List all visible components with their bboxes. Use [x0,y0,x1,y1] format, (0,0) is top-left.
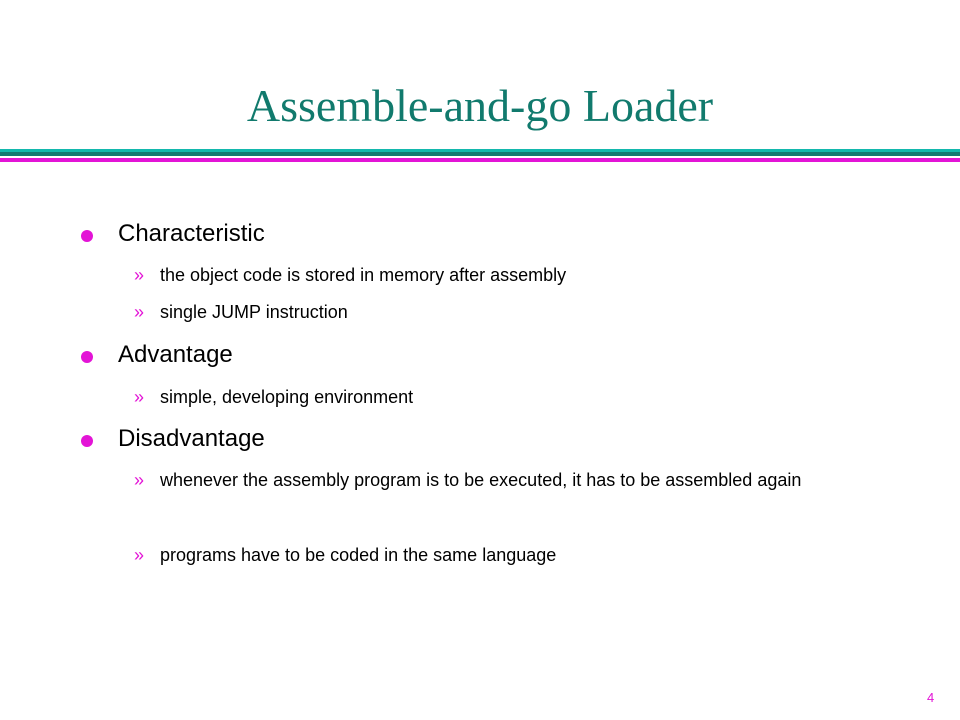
section-item: simple, developing environment [160,387,414,407]
section-item: whenever the assembly program is to be executed, it has to be assembled again [160,470,802,490]
sub-bullet-icon: » [134,470,145,490]
page-number: 4 [927,690,935,705]
sub-bullet-icon: » [134,265,145,285]
section-item: programs have to be coded in the same language [160,545,557,565]
bullet-icon [81,230,93,242]
section-item: single JUMP instruction [160,302,348,322]
bullet-icon [81,435,93,447]
sub-bullet-icon: » [134,302,145,322]
section-heading: Disadvantage [118,425,265,452]
slide-title: Assemble-and-go Loader [246,80,714,131]
bullet-icon [81,351,93,363]
sub-bullet-icon: » [134,545,145,565]
section-heading: Advantage [118,341,233,368]
section-item: the object code is stored in memory after assembly [160,265,567,285]
section-heading: Characteristic [118,220,265,247]
sub-bullet-icon: » [134,387,145,407]
